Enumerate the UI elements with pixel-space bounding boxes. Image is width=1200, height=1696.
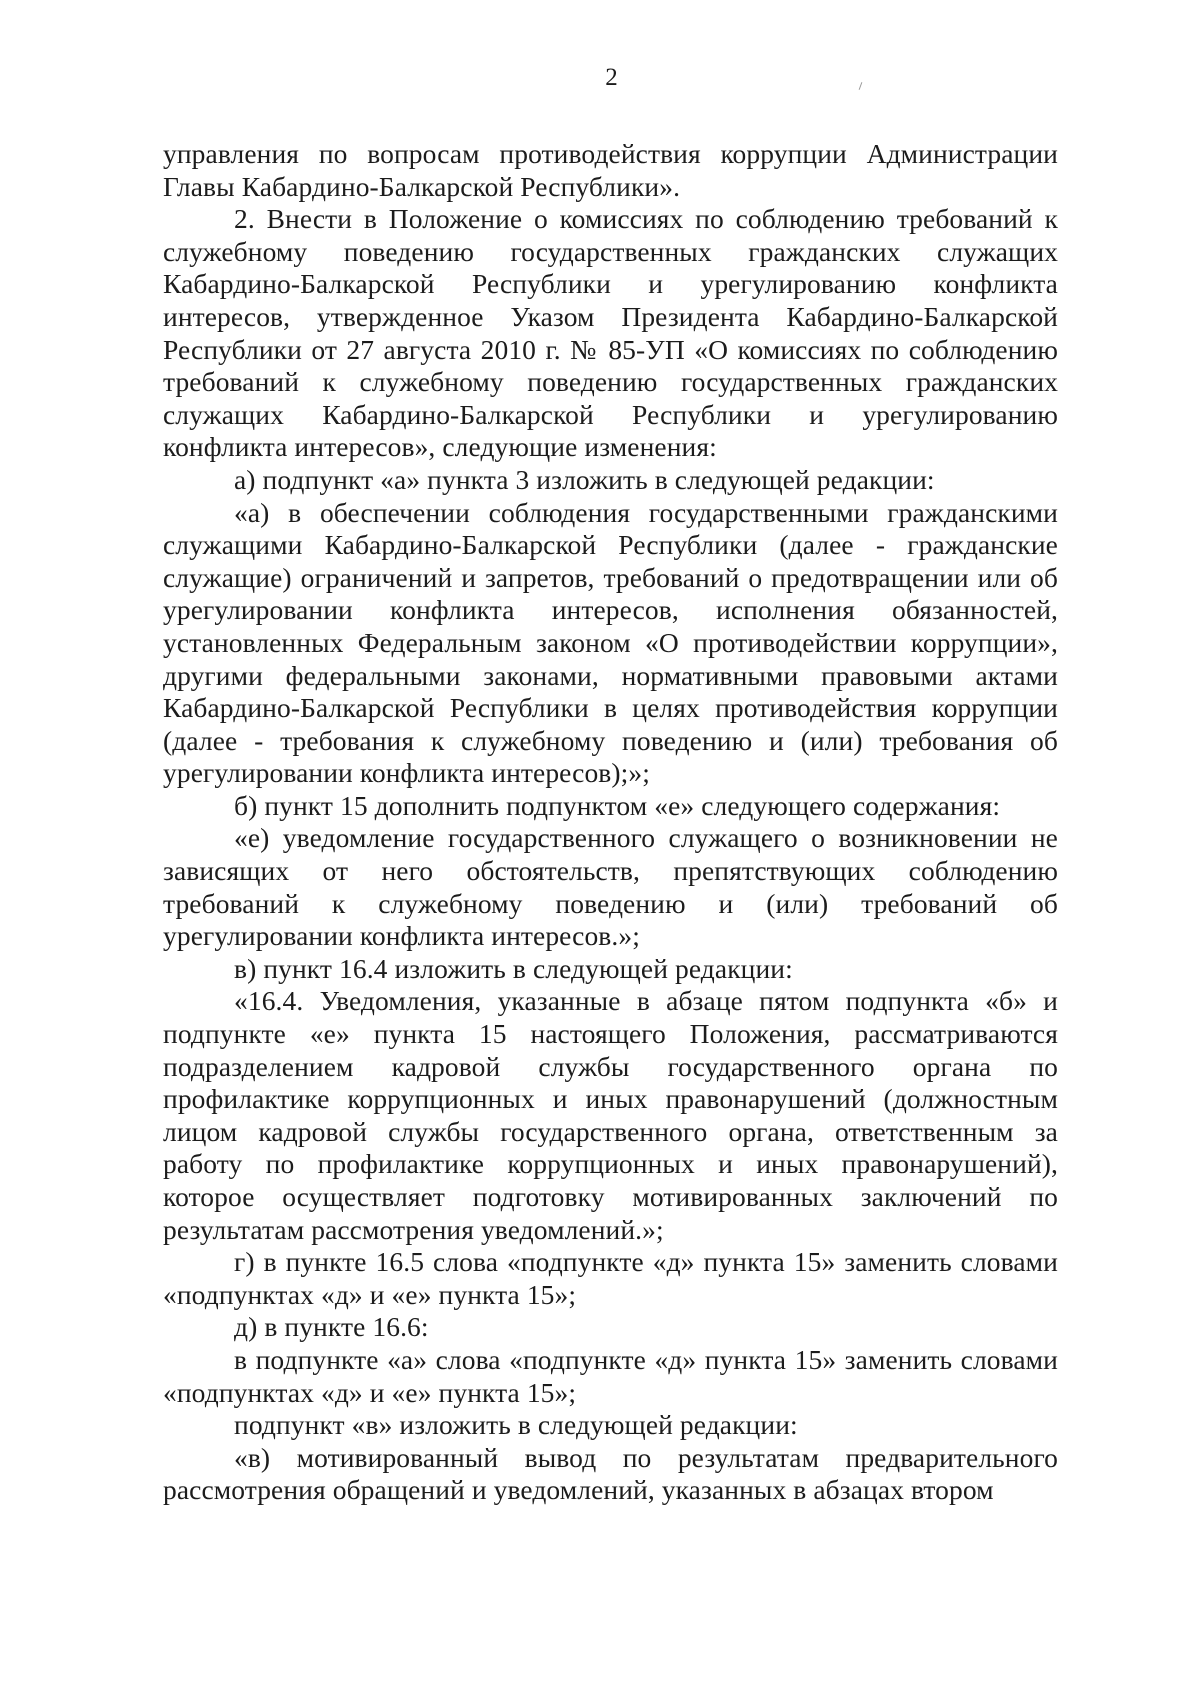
paragraph: «в) мотивированный вывод по результатам предварительного рассмотрения обращений и уведомлений, указанных в абзацах втором bbox=[163, 1441, 1058, 1506]
paragraph: в подпункте «а» слова «подпункте «д» пункта 15» заменить словами «подпунктах «д» и «е» пункта 15»; bbox=[163, 1343, 1058, 1408]
paragraph: б) пункт 15 дополнить подпунктом «е» следующего содержания: bbox=[234, 789, 1001, 821]
paragraph: а) подпункт «а» пункта 3 изложить в следующей редакции: bbox=[234, 463, 935, 495]
paragraph: «е) уведомление государственного служащего о возникновении не зависящих от него обстоятельств, препятствующих соблюдению требований к служебному поведению и (или) требований об урегулировании конфликта интересов.»; bbox=[163, 822, 1058, 952]
paragraph: д) в пункте 16.6: bbox=[234, 1311, 429, 1343]
paragraph: подпункт «в» изложить в следующей редакции: bbox=[234, 1409, 798, 1441]
paragraph: «а) в обеспечении соблюдения государственными гражданскими служащими Кабардино-Балкарской Республики (далее - гражданские служащие) ограничений и запретов, требований о предотвращении или об урегулировании конфликта интересов, исполнения обязанностей, установленных Федеральным законом «О противодействии коррупции», другими федеральными законами, нормативными правовыми актами Кабардино-Балкарской Республики в целях противодействия коррупции (далее - требования к служебному поведению и (или) требования об урегулировании конфликта интересов);»; bbox=[163, 496, 1058, 789]
paragraph: «16.4. Уведомления, указанные в абзаце пятом подпункта «б» и подпункте «е» пункта 15 настоящего Положения, рассматриваются подразделением кадровой службы государственного органа по профилактике коррупционных и иных правонарушений (должностным лицом кадровой службы государственного органа, ответственным за работу по профилактике коррупционных и иных правонарушений), которое осуществляет подготовку мотивированных заключений по результатам рассмотрения уведомлений.»; bbox=[163, 985, 1058, 1245]
document-body bbox=[163, 138, 1058, 1507]
paragraph: г) в пункте 16.5 слова «подпункте «д» пункта 15» заменить словами «подпунктах «д» и «е» пункта 15»; bbox=[163, 1246, 1058, 1310]
paragraph: 2. Внести в Положение о комиссиях по соблюдению требований к служебному поведению государственных гражданских служащих Кабардино-Балкарской Республики и урегулированию конфликта интересов, утвержденное Указом Президента Кабардино-Балкарской Республики от 27 августа 2010 г. № 85-УП «О комиссиях по соблюдению требований к служебному поведению государственных гражданских служащих Кабардино-Балкарской Республики и урегулированию конфликта интересов», следующие изменения: bbox=[163, 203, 1058, 463]
paragraph: управления по вопросам противодействия коррупции Администрации Главы Кабардино-Балкарской Республики». bbox=[163, 138, 1058, 202]
paragraph: в) пункт 16.4 изложить в следующей редакции: bbox=[234, 952, 793, 984]
page-number: 2 bbox=[605, 64, 618, 91]
